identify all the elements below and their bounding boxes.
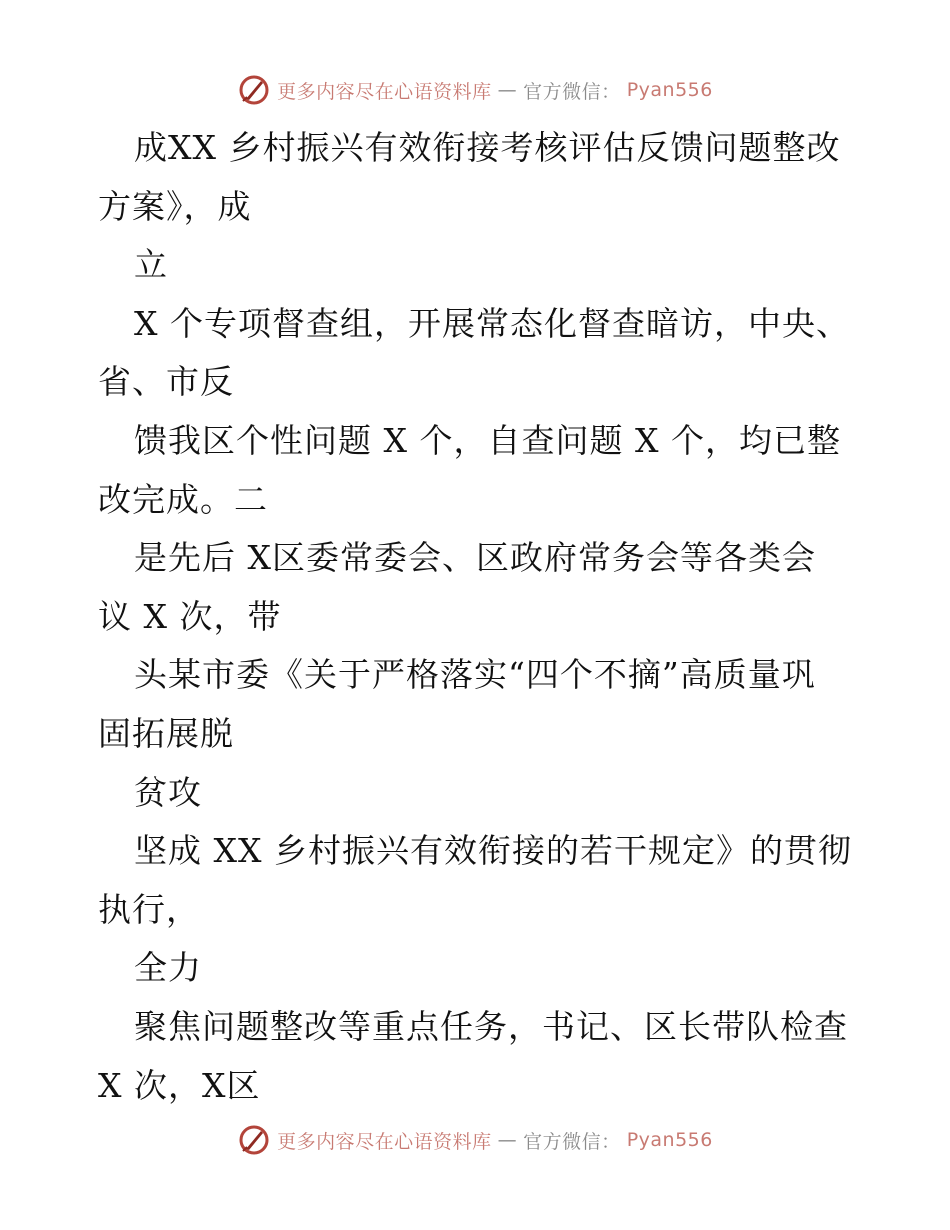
text-line: 坚成 XX 乡村振兴有效衔接的若干规定》的贯彻: [134, 831, 852, 871]
text-line: 执行，: [98, 889, 200, 929]
text-line: 改完成。二: [98, 479, 268, 519]
text-line: 立: [134, 245, 168, 285]
quill-circle-logo-icon: [237, 1123, 271, 1157]
watermark-separator: —: [497, 1129, 518, 1151]
text-line: X 次，X区: [98, 1065, 261, 1105]
quill-circle-logo-icon: [237, 73, 271, 107]
watermark-wechat-id: Pyan556: [626, 1129, 713, 1151]
watermark-brand: 更多内容尽在心语资料库: [277, 80, 492, 103]
text-line: 省、市反: [98, 362, 234, 402]
text-line: 聚焦问题整改等重点任务，书记、区长带队检查: [134, 1006, 848, 1046]
text-line: 是先后 X区委常委会、区政府常务会等各类会: [134, 538, 816, 578]
header-watermark: [0, 70, 950, 110]
watermark-separator: —: [497, 79, 518, 101]
text-line: 馈我区个性问题 X 个，自查问题 X 个，均已整: [134, 420, 841, 460]
text-line: 头某市委《关于严格落实“四个不摘”高质量巩: [134, 655, 816, 695]
document-body: [98, 119, 858, 1115]
text-line: 议 X 次，带: [98, 596, 282, 636]
text-line: 方案》，成: [98, 186, 252, 226]
footer-watermark: [0, 1120, 950, 1160]
text-line: X 个专项督查组，开展常态化督查暗访，中央、: [134, 303, 850, 343]
watermark-wechat-id: Pyan556: [626, 79, 713, 101]
watermark-brand: 更多内容尽在心语资料库: [277, 1130, 492, 1153]
text-line: 全力: [134, 948, 202, 988]
text-line: 贫攻: [134, 772, 202, 812]
text-line: 固拓展脱: [98, 713, 234, 753]
watermark-label: 官方微信：: [523, 80, 621, 103]
text-line: 成XX 乡村振兴有效衔接考核评估反馈问题整改: [134, 128, 841, 167]
watermark-label: 官方微信：: [523, 1130, 621, 1153]
